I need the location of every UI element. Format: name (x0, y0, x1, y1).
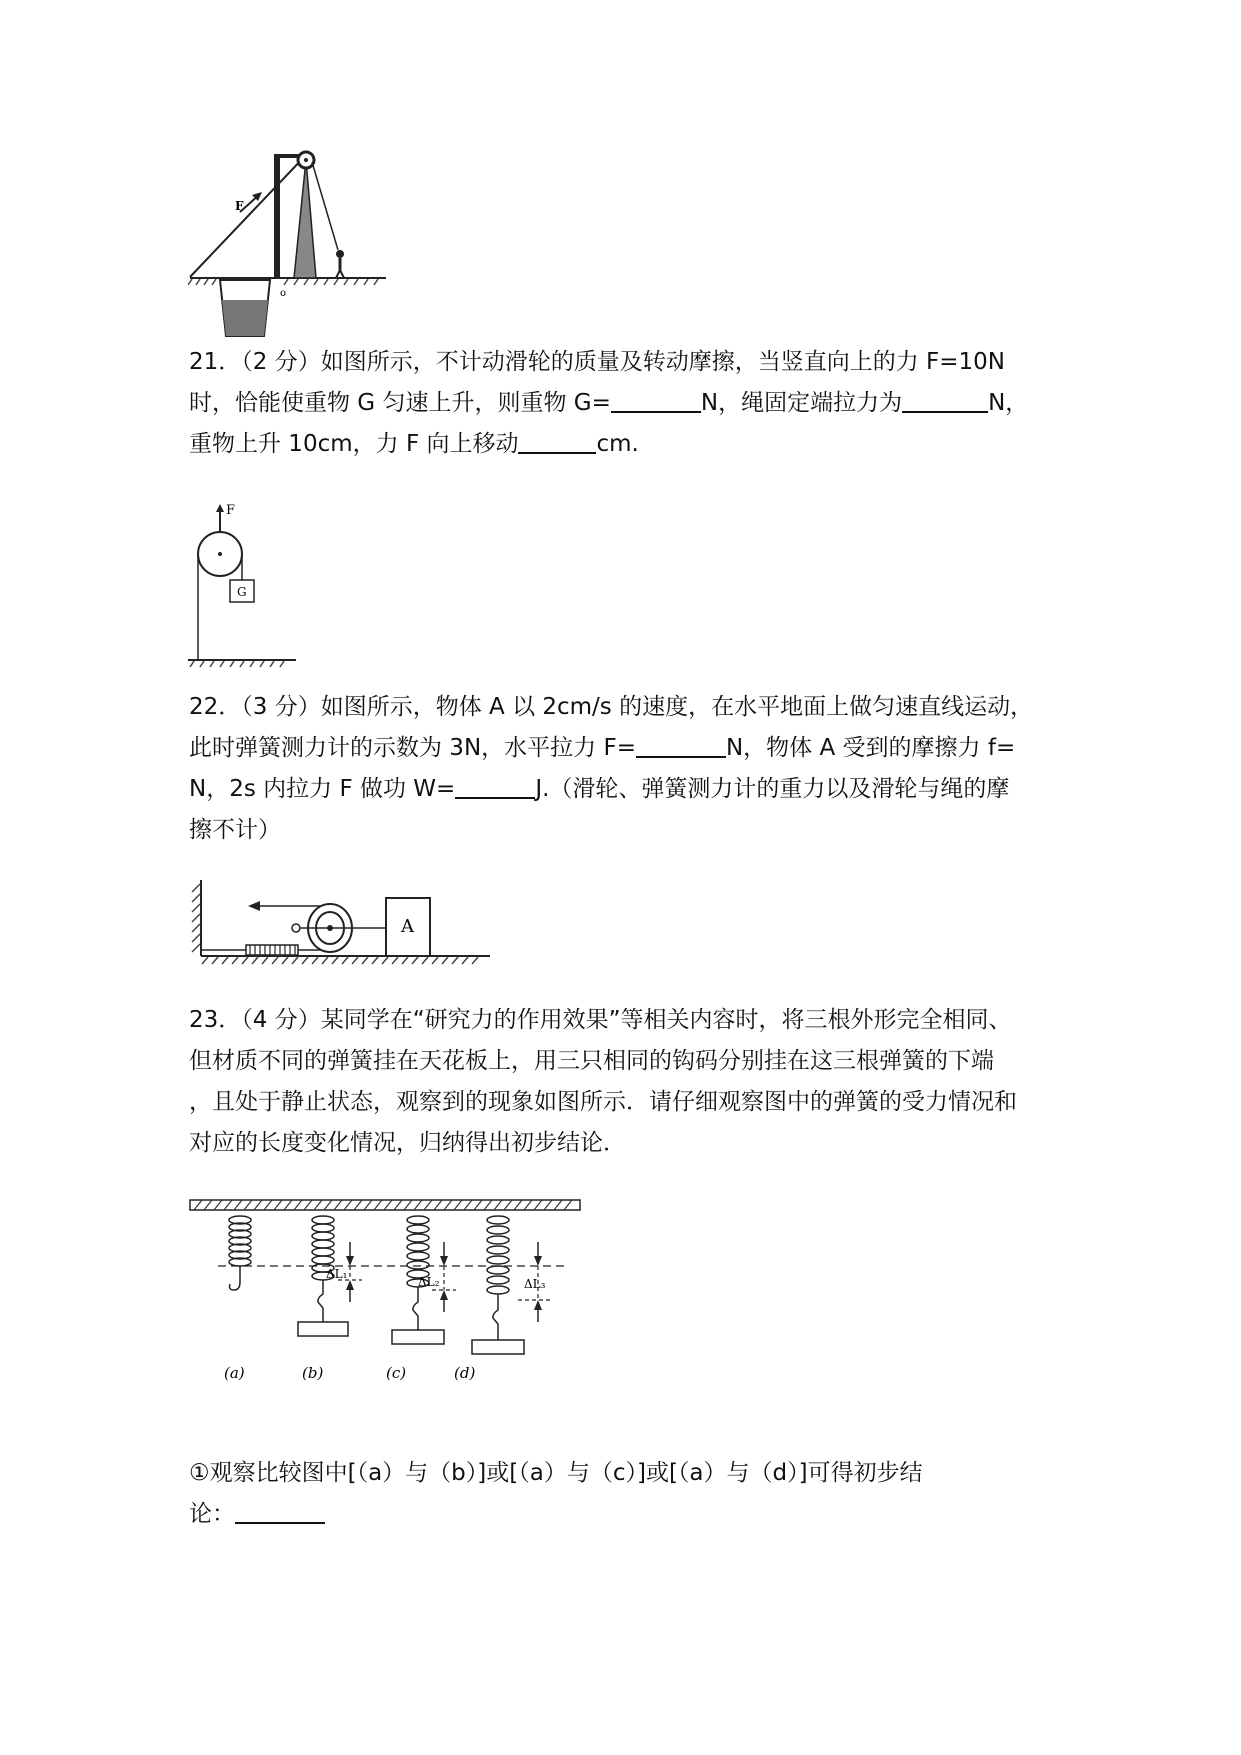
q21-line2b: N，绳固定端拉力为 (700, 390, 903, 416)
question-21 (189, 342, 1069, 465)
q23-sub1-line1: ①观察比较图中[（a）与（b）]或[（a）与（c）]或[（a）与（d）]可得初步结 (189, 1460, 923, 1486)
caption-a: (a) (224, 1364, 245, 1382)
delta-l3-label: ΔL₃ (524, 1277, 546, 1291)
q23-line4: 对应的长度变化情况，归纳得出初步结论． (189, 1130, 626, 1156)
q22-line2a: 此时弹簧测力计的示数为 3N，水平拉力 F= (189, 735, 636, 761)
answer-blank-conclusion[interactable] (235, 1498, 325, 1524)
point-label: o (280, 288, 287, 299)
block-label: A (401, 916, 414, 937)
answer-blank-g[interactable] (611, 387, 701, 413)
q23-line3: ，且处于静止状态，观察到的现象如图所示．请仔细观察图中的弹簧的受力情况和 (189, 1089, 1017, 1115)
q22-line4: 擦不计） (189, 817, 281, 843)
answer-blank-work[interactable] (455, 773, 535, 799)
force-label: F (226, 503, 236, 518)
q23-line2: 但材质不同的弹簧挂在天花板上，用三只相同的钩码分别挂在这三根弹簧的下端 (189, 1048, 994, 1074)
q22-line3b: J.（滑轮、弹簧测力计的重力以及滑轮与绳的摩 (535, 776, 1010, 802)
q21-line3a: 重物上升 10cm，力 F 向上移动 (189, 431, 519, 457)
answer-blank-distance[interactable] (518, 428, 596, 454)
q23-line1: 23．（4 分）某同学在“研究力的作用效果”等相关内容时，将三根外形完全相同、 (189, 1007, 1012, 1033)
q21-line2c: N， (988, 390, 1029, 416)
q21-line3b: cm. (596, 431, 639, 457)
q21-line2a: 时，恰能使重物 G 匀速上升，则重物 G= (189, 390, 611, 416)
question-22 (189, 687, 1069, 851)
answer-blank-rope-tension[interactable] (902, 387, 988, 413)
caption-b: (b) (302, 1364, 324, 1382)
q22-line1: 22．（3 分）如图所示，物体 A 以 2cm/s 的速度，在水平地面上做匀速直线运动， (189, 694, 1034, 720)
figure-springs (188, 1198, 594, 1438)
caption-c: (c) (386, 1364, 407, 1382)
delta-l1-label: ΔL₁ (326, 1267, 348, 1281)
q22-line2b: N，物体 A 受到的摩擦力 f= (725, 735, 1016, 761)
figure-well-pulley (188, 150, 388, 340)
q21-line1: 21．（2 分）如图所示，不计动滑轮的质量及转动摩擦，当竖直向上的力 F=10N (189, 349, 1005, 375)
figure-movable-pulley (188, 500, 308, 668)
question-23 (189, 1000, 1069, 1164)
answer-blank-pull-force[interactable] (636, 732, 726, 758)
force-label: F (235, 199, 244, 213)
q23-sub1-line2: 论： (189, 1501, 235, 1527)
figure-block-pulley (188, 878, 494, 966)
delta-l2-label: ΔL₂ (418, 1275, 440, 1289)
question-23-part-1 (189, 1453, 1069, 1535)
q22-line3a: N，2s 内拉力 F 做功 W= (189, 776, 456, 802)
caption-d: (d) (454, 1364, 476, 1382)
weight-label: G (237, 585, 247, 599)
